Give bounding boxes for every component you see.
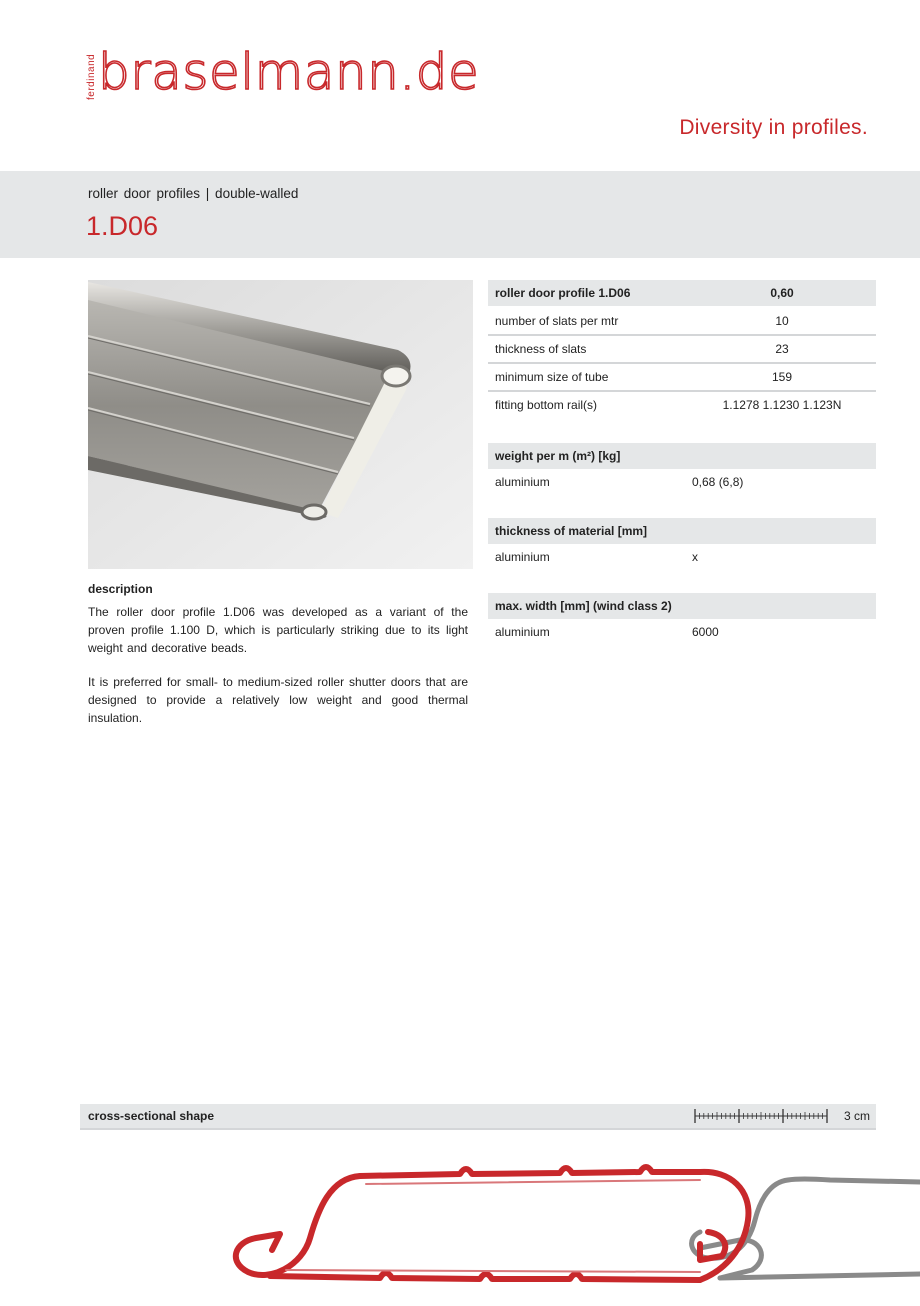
cross-section-label: cross-sectional shape [88, 1109, 215, 1123]
spec-header-label: roller door profile 1.D06 [495, 286, 631, 300]
tagline: Diversity in profiles. [679, 116, 868, 139]
logo-wordmark: braselmann.de [98, 43, 480, 101]
scale-bar [694, 1108, 870, 1124]
category-label: roller door profiles | double-walled [88, 186, 299, 201]
description-text [88, 603, 468, 743]
thickness-header-row [488, 518, 876, 544]
scale-ruler-icon [694, 1108, 830, 1124]
width-label: aluminium [495, 625, 550, 639]
spec-value: 1.1278 1.1230 1.123N [722, 398, 842, 412]
main-profile [236, 1167, 749, 1280]
width-row [488, 619, 876, 645]
spec-label: minimum size of tube [495, 370, 609, 384]
weight-value: 0,68 (6,8) [692, 475, 744, 489]
profile-photo-illustration [88, 280, 473, 569]
product-photo [88, 280, 473, 569]
page-title: 1.D06 [86, 211, 159, 241]
cross-section-drawing [0, 1140, 920, 1301]
weight-row [488, 469, 876, 495]
thickness-header: thickness of material [mm] [495, 524, 648, 538]
spec-header-value: 0,60 [770, 286, 794, 300]
weight-header: weight per m (m²) [kg] [495, 449, 621, 463]
spec-value: 23 [775, 342, 789, 356]
spec-header-row [488, 280, 876, 306]
profile-cross-section [0, 1140, 920, 1301]
spec-value: 159 [771, 370, 793, 384]
width-header-row [488, 593, 876, 619]
width-value: 6000 [692, 625, 719, 639]
cross-section-bar [80, 1104, 876, 1130]
thickness-value: x [692, 550, 698, 564]
spec-row [488, 336, 876, 364]
thickness-row [488, 544, 876, 570]
description-paragraph: It is preferred for small- to medium-sized roller shutter doors that are designed to provide a relatively low weight and good thermal insulation. [88, 675, 468, 725]
main-profile-inner [286, 1180, 700, 1272]
spec-row [488, 364, 876, 392]
spec-label: fitting bottom rail(s) [495, 398, 598, 412]
width-header: max. width [mm] (wind class 2) [495, 599, 672, 613]
spec-value: 10 [775, 314, 789, 328]
spec-row [488, 308, 876, 336]
description-heading: description [88, 582, 153, 596]
weight-label: aluminium [495, 475, 550, 489]
description-paragraph: The roller door profile 1.D06 was developed as a variant of the proven profile 1.100 D, which is particularly striking due to its light weight and decorative beads. [88, 605, 468, 655]
spec-label: number of slats per mtr [495, 314, 619, 328]
weight-header-row [488, 443, 876, 469]
logo-ferdinand: ferdinand [86, 53, 97, 100]
scale-label: 3 cm [843, 1109, 870, 1123]
thickness-label: aluminium [495, 550, 550, 564]
spec-row [488, 392, 876, 418]
spec-label: thickness of slats [495, 342, 587, 356]
